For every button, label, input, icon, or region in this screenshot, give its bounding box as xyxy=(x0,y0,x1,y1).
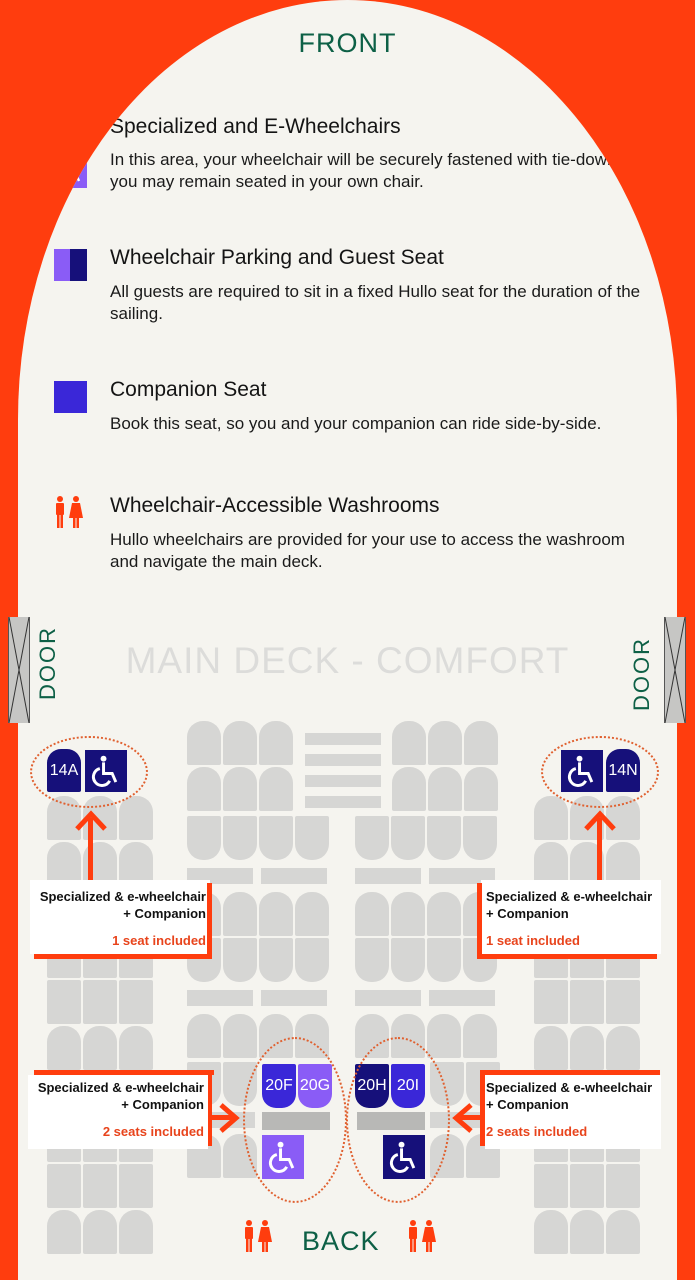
seat-block-center-right-top xyxy=(392,721,498,811)
callout-included: 1 seat included xyxy=(486,933,580,948)
wheelchair-icon xyxy=(54,117,87,149)
seat-block-left xyxy=(47,796,153,1254)
washroom-icon xyxy=(405,1218,439,1261)
callout-top-left xyxy=(30,880,210,954)
callout-line2: + Companion xyxy=(486,1097,569,1112)
highlight-ring xyxy=(243,1037,347,1203)
legend-description: Hullo wheelchairs are provided for your use to access the washroom and navigate the main deck. xyxy=(110,530,625,571)
callout-included: 2 seats included xyxy=(486,1124,588,1139)
legend-description: In this area, your wheelchair will be securely fastened with tie-downs so you may remain seated in your own chair. xyxy=(110,150,648,191)
seat-20H[interactable]: 20H xyxy=(355,1064,389,1108)
callout-line xyxy=(477,883,482,959)
arrow-up-icon xyxy=(74,810,108,832)
washroom-icon xyxy=(241,1218,275,1261)
callout-line2: + Companion xyxy=(121,1097,204,1112)
seat-20I[interactable]: 20I xyxy=(391,1064,425,1108)
stairs xyxy=(305,733,381,808)
back-label: BACK xyxy=(302,1226,380,1256)
arrow-up-icon xyxy=(583,810,617,832)
arrow-left-icon xyxy=(452,1102,474,1134)
square-icon xyxy=(54,381,87,413)
highlight-ring xyxy=(541,736,659,808)
callout-line1: Specialized & e-wheelchair xyxy=(486,1080,653,1095)
callout-line xyxy=(477,954,657,959)
legend-title: Wheelchair Parking and Guest Seat xyxy=(110,246,444,269)
callout-line2: + Companion xyxy=(486,906,569,921)
callout-bottom-left xyxy=(28,1075,208,1149)
callout-line1: Specialized & e-wheelchair xyxy=(37,1080,204,1095)
callout-line2: + Companion xyxy=(123,906,206,921)
callout-line1: Specialized & e-wheelchair xyxy=(486,889,653,904)
legend-title: Wheelchair-Accessible Washrooms xyxy=(110,494,440,517)
arrow-right-icon xyxy=(218,1102,240,1134)
seat-block-right xyxy=(534,796,640,1254)
callout-bottom-right xyxy=(485,1075,661,1149)
washroom-icon xyxy=(52,496,86,535)
wheelchair-icon xyxy=(54,156,87,188)
seat-block-center-left-top xyxy=(187,721,293,811)
highlight-ring xyxy=(346,1037,450,1203)
callout-included: 1 seat included xyxy=(112,933,206,948)
seat-20F[interactable]: 20F xyxy=(262,1064,296,1108)
legend-description: All guests are required to sit in a fixed Hullo seat for the duration of the sailing. xyxy=(110,282,641,323)
legend-title: Companion Seat xyxy=(110,378,267,401)
door-left-label: DOOR xyxy=(35,626,60,700)
seat-14A[interactable]: 14A xyxy=(47,749,81,792)
split-square-icon xyxy=(54,249,87,281)
seat-20G[interactable]: 20G xyxy=(298,1064,332,1108)
callout-line xyxy=(34,954,212,959)
callout-line xyxy=(207,883,212,959)
legend-description: Book this seat, so you and your companion can ride side-by-side. xyxy=(110,414,602,433)
door-right-label: DOOR xyxy=(629,637,654,711)
legend-title: Specialized and E-Wheelchairs xyxy=(110,115,401,138)
front-label: FRONT xyxy=(298,28,397,58)
callout-included: 2 seats included xyxy=(102,1124,204,1139)
callout-top-right xyxy=(481,880,661,954)
deck-title: MAIN DECK - COMFORT xyxy=(125,640,570,681)
callout-line1: Specialized & e-wheelchair xyxy=(39,889,206,904)
seat-14N[interactable]: 14N xyxy=(606,749,640,792)
highlight-ring xyxy=(30,736,148,808)
